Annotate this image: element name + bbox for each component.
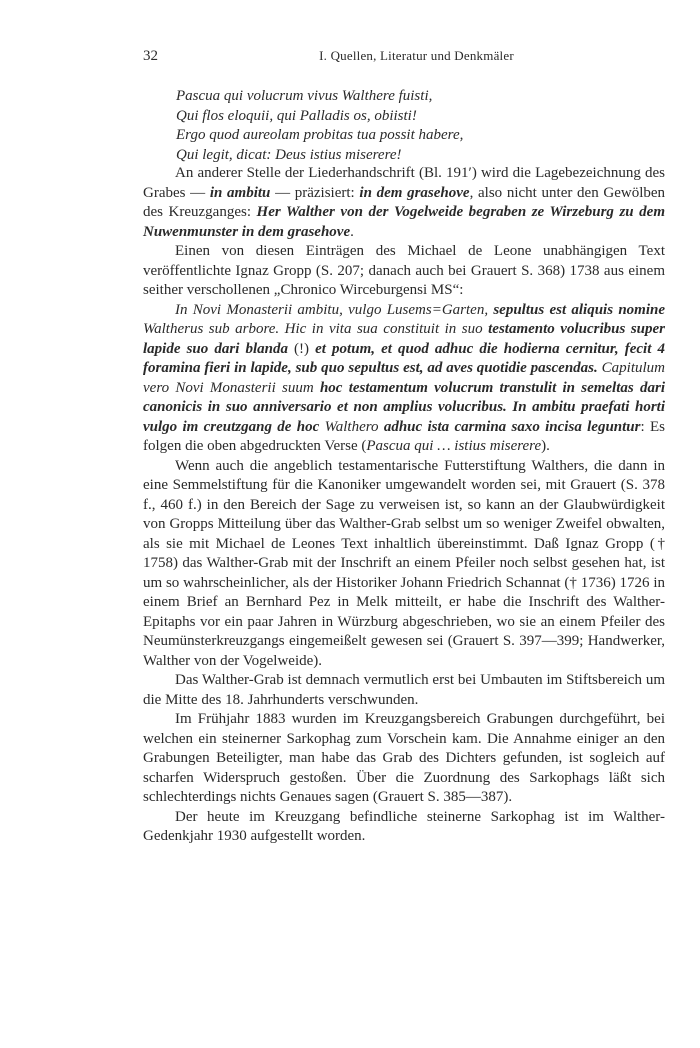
paragraph-chronicle-quote: [143, 301, 665, 457]
quote-run: Waltherus sub arbore. Hic in vita sua constituit in suo: [143, 321, 489, 337]
page-number: 32: [143, 48, 158, 64]
quote-run: Walthero: [324, 418, 379, 435]
paragraph: [143, 242, 665, 301]
verse-line: Qui flos eloquii, qui Palladis os, obiisti!: [176, 107, 417, 124]
text-run: ).: [541, 438, 550, 454]
text-run: , also nicht unter den Gewölben des Kreuzganges:: [143, 184, 666, 220]
verse-line: Pascua qui volucrum vivus Walthere fuisti,: [176, 88, 433, 104]
text-run: : Es folgen die oben abgedruckten Verse (: [143, 418, 665, 454]
text-run: (!): [287, 340, 316, 357]
paragraph: [143, 808, 665, 847]
text-run: Das Walther-Grab ist demnach vermutlich erst bei Umbauten im Stiftsbereich um die Mitte des 18. Jahrhunderts verschwunden.: [143, 672, 665, 708]
text-run: An anderer Stelle der Liederhandschrift (Bl. 191′) wird die Lagebezeichnung des Grabes —: [143, 165, 665, 201]
verse-line: Ergo quod aureolam probitas tua possit habere,: [176, 127, 464, 144]
body-text: [143, 164, 665, 847]
verse-line: Qui legit, dicat: Deus istius miserere!: [176, 147, 402, 164]
paragraph: [143, 164, 665, 242]
emphasis: Her Walther von der Vogelweide begraben ze Wirzeburg zu dem Nuwenmunster in dem grasehove: [143, 204, 666, 240]
quote-run: et potum, et quod adhuc die hodierna cernitur, fecit 4 foramina fieri in lapide, sub quo sepultus est, ad aves quotidie pascendas.: [143, 340, 665, 376]
emphasis: in ambitu: [209, 184, 271, 201]
text-run: .: [350, 223, 354, 240]
paragraph: [143, 457, 665, 672]
text-run: — präzisiert:: [270, 184, 360, 201]
emphasis: Pascua qui … istius miserere: [366, 438, 542, 454]
text-run: Im Frühjahr 1883 wurden im Kreuzgangsbereich Grabungen durchgeführt, bei welchen ein steinerner Sarkophag zum Vorschein kam. Die Annahme einiger an den Grabungen Beteiligter, man habe das Grab des Dichters gefunden, ist sogleich auf scharfen Widerspruch gestoßen. Über die Zuordnung des Sarkophags läßt sich schlechterdings nichts Genaues sagen (Grauert S. 385—387).: [143, 711, 665, 805]
paragraph: [143, 710, 665, 808]
page-header: [143, 48, 660, 70]
quote-run: hoc testamentum volucrum transtulit in semeltas dari canonicis in suo anniversario et non amplius volucribus. In ambitu praefati horti vulgo im creutzgang de hoc: [143, 379, 665, 435]
quote-run: testamento volucribus super lapide suo dari blanda: [143, 321, 665, 357]
text-run: Der heute im Kreuzgang befindliche steinerne Sarkophag ist im Walther-Gedenkjahr 1930 aufgestellt worden.: [143, 808, 665, 844]
paragraph: [143, 671, 665, 710]
quote-run: In Novi Monasterii ambitu, vulgo Lusems=Garten,: [175, 301, 494, 318]
text-run: Wenn auch die angeblich testamentarische Futterstiftung Walthers, die dann in eine Semmelstiftung für die Kanoniker umgewandelt worden sei, mit Grauert (S. 378 f., 460 f.) in den Bereich der Sage zu verweisen ist, so kann an der Glaubwürdigkeit von Gropps Mitteilung über das Walther-Grab selbst um so weniger Zweifel obwalten, als sie mit Michael de Leones Text inhaltlich übereinstimmt. Daß Ignaz Gropp († 1758) das Walther-Grab mit der Inschrift an einem Pfeiler noch selbst gesehen hat, ist um so wahrscheinlicher, als der Historiker Johann Friedrich Schannat († 1736) 1726 in einem Brief an Bernhard Pez in Melk mitteilt, er habe die Inschrift des Walther-Epitaphs vor ein paar Jahren in Würzburg abgeschrieben, wo sie an einem Pfeiler des Neumünsterkreuzgangs eingemeißelt gewesen sei (Grauert S. 397—399; Handwerker, Walther von der Vogelweide).: [143, 457, 665, 669]
emphasis: in dem grasehove: [359, 184, 470, 201]
quote-run: sepultus est aliquis nomine: [493, 301, 665, 318]
text-run: Einen von diesen Einträgen des Michael de Leone unabhängigen Text veröffentlichte Ignaz Gropp (S. 207; danach auch bei Grauert S. 368) 1738 aus einem seither verschollenen „Chronico Wirceburgensi MS“:: [143, 243, 665, 298]
latin-epitaph-verse: [176, 87, 463, 166]
quote-run: Capitulum vero Novi Monasterii suum: [143, 360, 665, 396]
running-head: I. Quellen, Literatur und Denkmäler: [319, 48, 514, 63]
quote-run: adhuc ista carmina saxo incisa leguntur: [378, 418, 641, 435]
